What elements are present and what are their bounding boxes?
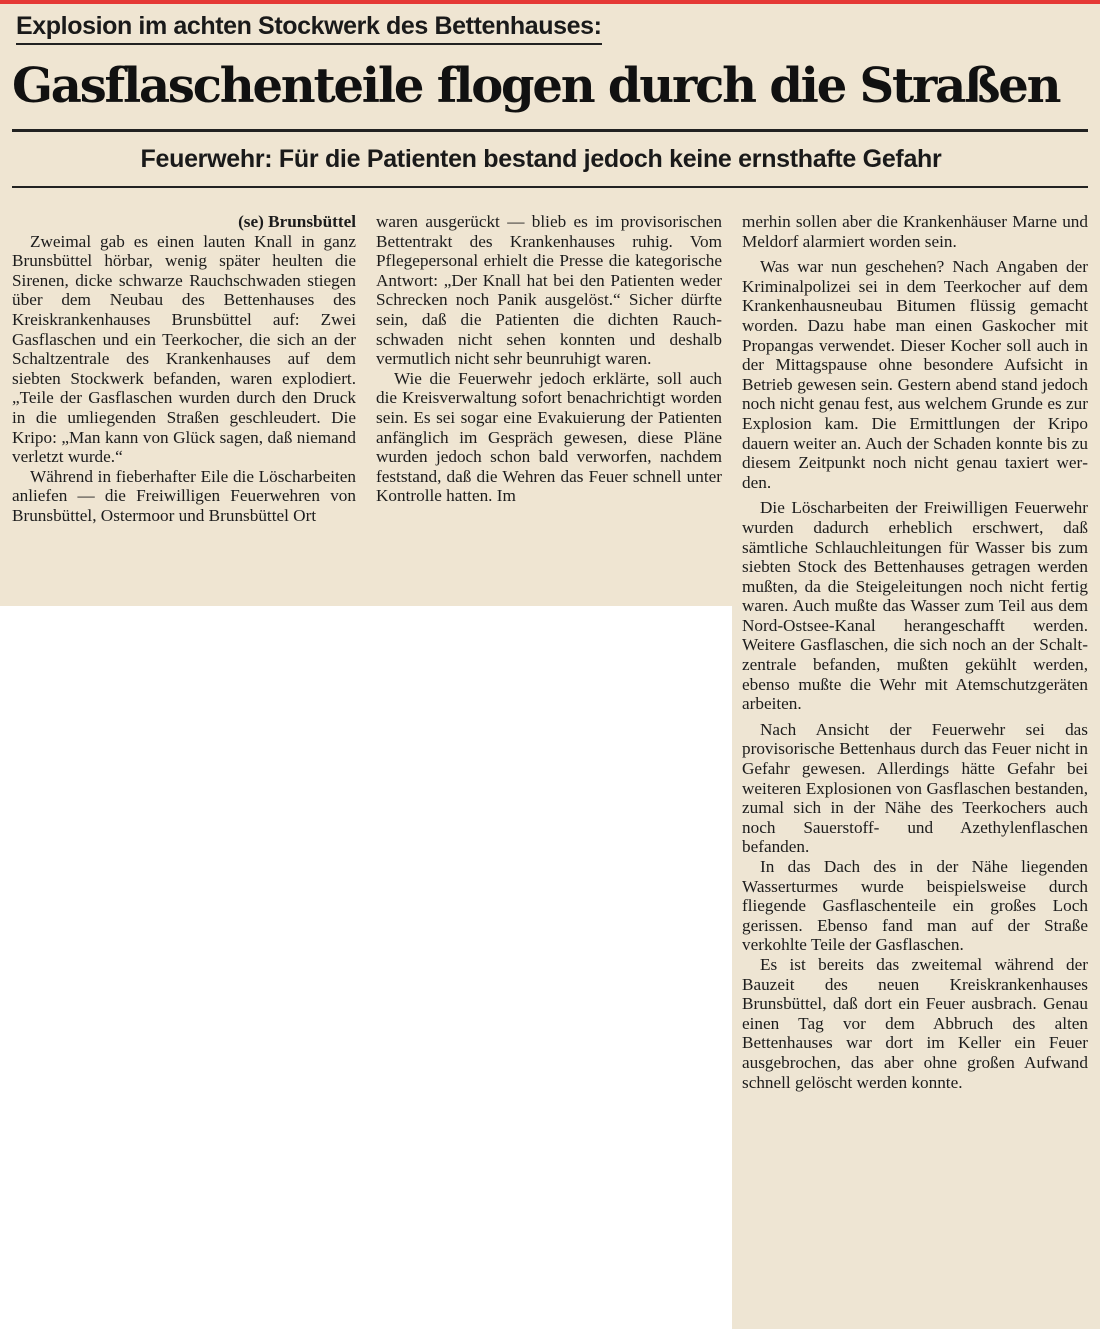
article-paragraph: merhin sollen aber die Krankenhäuser Marne und Meldorf alarmiert worden sein.: [742, 212, 1088, 251]
article-paragraph: waren ausgerückt — blieb es im provisorischen Bettentrakt des Krankenhauses ruhig. Vom Pflegepersonal erhielt die Presse die kategorische Antwort: „Der Knall hat bei den Patienten weder Schrecken noch Panik ausgelöst.“ Sicher dürfte sein, daß die Patienten die dichten Rauchschwaden nicht sehen konnten und deshalb vermutlich nicht sehr beunruhigt waren.: [376, 212, 722, 369]
article-column-3: [742, 212, 1088, 1092]
article-kicker: Explosion im achten Stockwerk des Bettenhauses:: [16, 12, 602, 45]
article-paragraph: Es ist bereits das zweitemal während der Bauzeit des neuen Kreiskrankenhauses Brunsbüttel, daß dort ein Feuer ausbrach. Genau einen Tag vor dem Abbruch des alten Bettenhauses war dort im Keller ein Feuer ausgebrochen, das aber ohne großen Aufwand schnell gelöscht werden konnte.: [742, 954, 1088, 1092]
article-dateline: (se) Brunsbüttel: [238, 212, 356, 231]
article-column-1: [12, 212, 356, 526]
article-paragraph: In das Dach des in der Nähe liegenden Wasserturmes wurde beispielsweise durch fliegende Gasflaschenteile ein großes Loch gerissen. Ebenso fand man auf der Straße verkohlte Teile der Gasflaschen.: [742, 857, 1088, 955]
article-headline: Gasflaschenteile flogen durch die Straßen: [12, 58, 1060, 114]
article-paragraph: Die Löscharbeiten der Freiwilligen Feuerwehr wurden dadurch erheblich erschwert, daß sämtliche Schlauchleitungen für Wasser bis zum siebten Stock des Bettenhauses getragen werden mußten, da die Steigeleitungen noch nicht fertig waren. Auch mußte das Wasser zum Teil aus dem Nord-Ostsee-Kanal herangeschafft werden. Weitere Gasflaschen, die sich noch an der Schaltzentrale befanden, mußten gekühlt werden, ebenso mußte die Wehr mit Atemschutzgeräten arbeiten.: [742, 498, 1088, 714]
subheadline-rule: [12, 186, 1088, 188]
article-paragraph: Zweimal gab es einen lauten Knall in ganz Brunsbüttel hörbar, wenig später heulten die Sirenen, dicke schwarze Rauchschwaden stiegen über dem Neubau des Bettenhauses des Kreiskrankenhauses Brunsbüttel auf: Zwei Gasflaschen und ein Teerkocher, die sich an der Schaltzentrale des Krankenhauses auf dem siebten Stockwerk befanden, waren explodiert. „Teile der Gasflaschen wurden durch den Druck in die umliegenden Straßen geschleudert. Die Kripo: „Man kann von Glück sagen, daß niemand verletzt wurde.“: [12, 231, 356, 467]
article-paragraph: Während in fieberhafter Eile die Löscharbeiten anliefen — die Freiwilligen Feuerwehren von Brunsbüttel, Ostermoor und Brunsbüttel Ort: [12, 466, 356, 525]
article-paragraph: Wie die Feuerwehr jedoch erklärte, soll auch die Kreisverwaltung sofort benachrichtigt worden sein. Es sei sogar eine Evakuierung der Patienten anfänglich im Gespräch gewesen, diese Pläne wurden jedoch schon bald verworfen, nachdem feststand, daß die Wehren das Feuer schnell unter Kontrolle hatten. Im: [376, 368, 722, 506]
article-paragraph: Nach Ansicht der Feuerwehr sei das provisorische Bettenhaus durch das Feuer nicht in Gefahr gewesen. Allerdings hätte Gefahr bei weiteren Explosionen von Gasflaschen bestanden, zumal sich in der Nähe des Teerkochers auch noch Sauerstoff- und Azethylenflaschen befanden.: [742, 719, 1088, 857]
headline-rule: [12, 129, 1088, 132]
article-subheadline: Feuerwehr: Für die Patienten bestand jedoch keine ernsthafte Gefahr: [140, 145, 942, 173]
article-column-2: [376, 212, 722, 506]
article-paragraph: Was war nun geschehen? Nach Angaben der Kriminalpolizei sei in dem Teerkocher auf dem Krankenhausneubau Bitumen flüssig gemacht worden. Dazu habe man einen Gaskocher mit Propangas verwendet. Dieser Kocher soll auch in der Mittagspause ohne besondere Aufsicht in Betrieb gewesen sein. Gestern abend stand jedoch noch nicht genau fest, aus welchem Grunde es zur Explosion kam. Die Ermittlungen der Kripo dauern weiter an. Auch der Schaden konnte bis zu diesem Zeitpunkt noch nicht genau taxiert werden.: [742, 257, 1088, 492]
